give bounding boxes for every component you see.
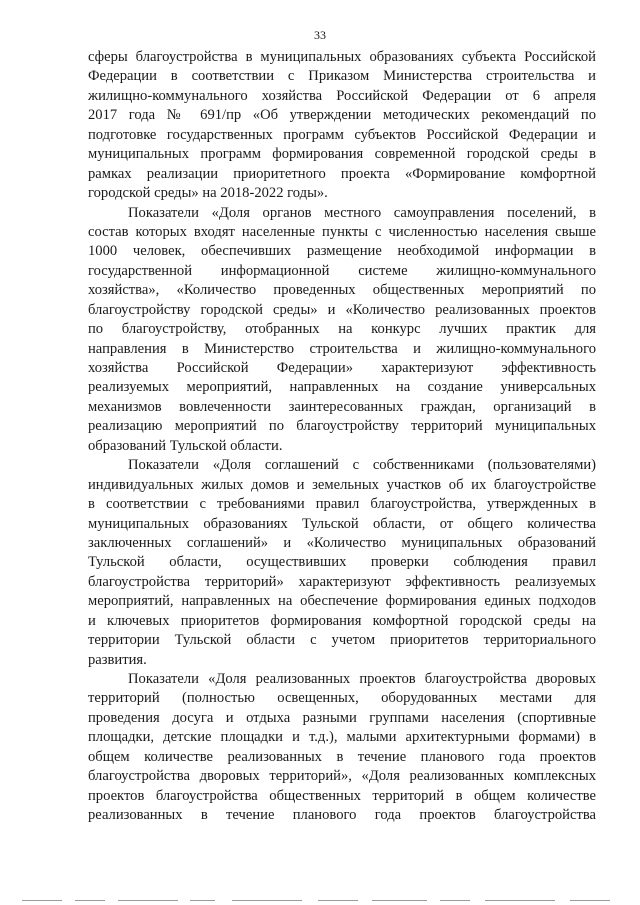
text-line: мероприятий, направленных на обеспечение формирования единых подходов	[88, 593, 596, 610]
text-line: сферы благоустройства в муниципальных образованиях субъекта Российской	[88, 49, 596, 65]
text-line: Показатели «Доля органов местного самоуправления поселений, в	[128, 204, 596, 221]
text-line: городской среды» на 2018-2022 годы».	[88, 185, 328, 202]
document-body	[88, 48, 596, 826]
text-line: благоустройству городской среды» и «Количество реализованных проектов	[88, 301, 596, 318]
text-line: направления в Министерство строительства и жилищно-коммунального	[88, 340, 596, 357]
text-line: индивидуальных жилых домов и земельных участков об их благоустройстве	[88, 476, 596, 493]
text-line: благоустройства территорий» характеризуют эффективность реализуемых	[88, 573, 596, 590]
text-line: 1000 человек, обеспечивших размещение необходимой информации в	[88, 243, 596, 260]
text-line: территории Тульской области с учетом приоритетов территориального	[88, 632, 596, 649]
page-number: 33	[314, 28, 326, 42]
text-line: благоустройства дворовых территорий», «Доля реализованных комплексных	[88, 768, 596, 785]
text-line: развития.	[88, 651, 147, 668]
text-line: территорий (полностью освещенных, оборудованных местами для	[88, 690, 596, 707]
text-line: реализованных в течение планового года проектов благоустройства	[88, 807, 596, 824]
text-line: образований Тульской области.	[88, 437, 283, 454]
text-line: проектов благоустройства общественных территорий в общем количестве	[88, 787, 596, 804]
text-line: Показатели «Доля реализованных проектов благоустройства дворовых	[128, 671, 596, 687]
text-line: Показатели «Доля соглашений с собственниками (пользователями)	[128, 457, 596, 474]
text-line: состав которых входят населенные пункты с численностью населения свыше	[88, 223, 596, 240]
scan-edge-artifact	[0, 895, 640, 905]
text-line: муниципальных программ формирования современной городской среды в	[88, 146, 596, 163]
text-line: Тульской области, осуществивших проверки соблюдения правил	[88, 554, 596, 571]
text-line: заключенных соглашений» и «Количество муниципальных образований	[88, 534, 596, 551]
text-line: хозяйства», «Количество проведенных общественных мероприятий по	[88, 282, 596, 299]
text-line: 2017 года № 691/пр «Об утверждении методических рекомендаций по	[88, 107, 596, 124]
text-line: подготовке государственных программ субъектов Российской Федерации и	[88, 126, 596, 143]
text-line: общем количестве реализованных в течение планового года проектов	[88, 748, 596, 765]
text-line: по благоустройству, отобранных на конкурс лучших практик для	[88, 321, 596, 338]
text-line: государственной информационной системе жилищно-коммунального	[88, 262, 596, 279]
text-line: жилищно-коммунального хозяйства Российской Федерации от 6 апреля	[88, 87, 596, 104]
text-line: механизмов вовлеченности заинтересованных граждан, организаций в	[88, 398, 596, 415]
text-line: в соответствии с требованиями правил благоустройства, утвержденных в	[88, 496, 596, 513]
text-line: реализацию мероприятий по благоустройству территорий муниципальных	[88, 418, 596, 435]
text-line: и ключевых приоритетов формирования комфортной городской среды на	[88, 612, 596, 629]
text-line: рамках реализации приоритетного проекта «Формирование комфортной	[88, 165, 596, 182]
text-line: площадки, детские площадки и т.д.), малыми архитектурными формами) в	[88, 729, 596, 746]
text-line: муниципальных образованиях Тульской области, от общего количества	[88, 515, 596, 532]
text-line: реализуемых мероприятий, направленных на создание универсальных	[88, 379, 596, 396]
text-line: хозяйства Российской Федерации» характеризуют эффективность	[88, 360, 596, 376]
text-line: проведения досуга и отдыха разными группами населения (спортивные	[88, 709, 596, 726]
text-line: Федерации в соответствии с Приказом Министерства строительства и	[88, 68, 596, 85]
